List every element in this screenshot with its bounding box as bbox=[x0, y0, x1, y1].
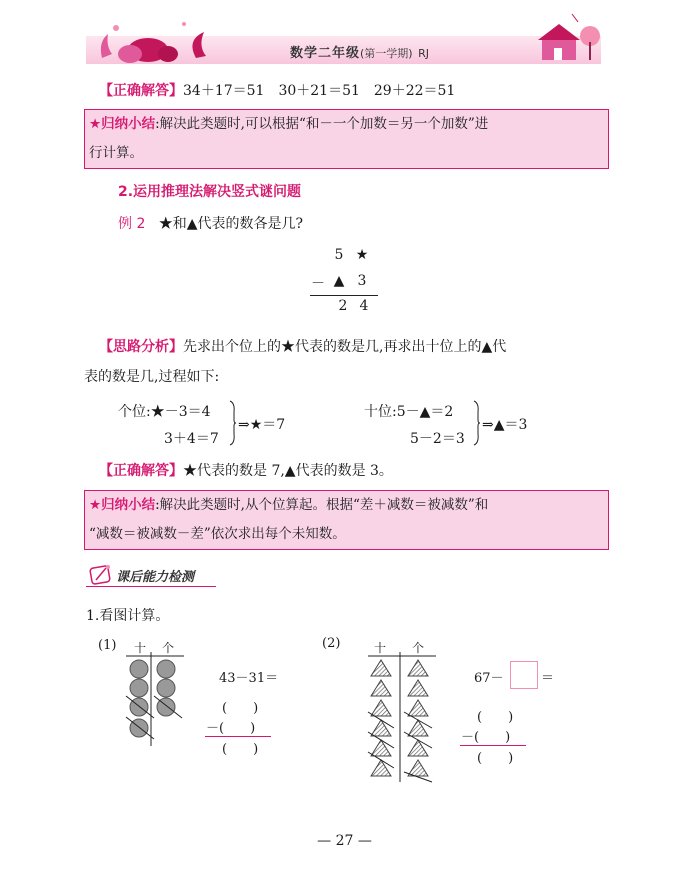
equation-2-left: 67－ bbox=[474, 671, 504, 686]
ones-result: ⇒★＝7 bbox=[238, 417, 286, 433]
abacus-diagram-1 bbox=[122, 652, 188, 748]
correct-answer-text: 34＋17＝51 30＋21＝51 29＋22＝51 bbox=[183, 83, 456, 99]
vertical-digit: 5 bbox=[334, 247, 344, 263]
example-label: 例 2 bbox=[118, 216, 146, 232]
correct-answer-label: 【正确解答】 bbox=[99, 83, 183, 99]
answer-box[interactable] bbox=[510, 661, 538, 689]
tens-result: ⇒▲＝3 bbox=[482, 417, 528, 433]
blank-2[interactable]: －( ) bbox=[206, 721, 256, 736]
blank-3[interactable]: ( ) bbox=[477, 751, 514, 766]
equation-2-right: ＝ bbox=[541, 671, 555, 686]
minus-sign: － bbox=[311, 276, 325, 292]
summary-label: ★归纳小结 bbox=[89, 116, 156, 132]
summary-box-1 bbox=[84, 109, 609, 169]
page-number: — 27 — bbox=[317, 833, 372, 849]
summary-line-2: “减数＝被减数－差”依次求出每个未知数。 bbox=[89, 526, 346, 542]
ones-column-label: 个 bbox=[412, 641, 425, 655]
ones-process: 个位:★－3＝4 bbox=[118, 404, 211, 420]
vertical-line bbox=[310, 295, 378, 296]
brace-icon bbox=[473, 400, 481, 446]
after-class-title: 课后能力检测 bbox=[116, 570, 195, 585]
header-decoration-left-icon bbox=[86, 14, 226, 66]
analysis-line-1: 【思路分析】先求出个位上的★代表的数是几,再求出十位上的▲代 bbox=[99, 339, 507, 355]
answer-line-1 bbox=[205, 736, 271, 737]
analysis-label: 【思路分析】 bbox=[99, 339, 183, 355]
correct-answer-2 bbox=[99, 460, 393, 480]
summary-box-2 bbox=[84, 490, 609, 550]
tens-column-label: 十 bbox=[134, 641, 147, 655]
blank-3[interactable]: ( ) bbox=[222, 742, 259, 757]
result-digit: 4 bbox=[359, 298, 369, 314]
tens-column-label: 十 bbox=[374, 641, 387, 655]
summary-line-1: :解决此类题时,从个位算起。根据“差＋减数＝被减数”和 bbox=[155, 497, 489, 513]
triangle-diagram-2 bbox=[364, 652, 440, 784]
question-1: 1.看图计算。 bbox=[86, 608, 170, 624]
header-house-icon bbox=[520, 8, 610, 66]
triangle-symbol: ▲ bbox=[333, 273, 345, 289]
star-symbol: ★ bbox=[355, 247, 369, 263]
section-heading: 2.运用推理法解决竖式谜问题 bbox=[118, 184, 302, 200]
result-digit: 2 bbox=[338, 298, 348, 314]
ones-column-label: 个 bbox=[162, 641, 175, 655]
part-1-label: (1) bbox=[98, 638, 117, 653]
summary-line-2: 行计算。 bbox=[89, 145, 143, 161]
analysis-line-2: 表的数是几,过程如下: bbox=[84, 369, 220, 385]
tens-process: 十位:5－▲＝2 bbox=[364, 404, 454, 420]
pencil-badge-icon bbox=[88, 562, 114, 588]
answer-line-2 bbox=[460, 745, 526, 746]
example-question: ★和▲代表的数各是几? bbox=[158, 216, 303, 232]
part-2-label: (2) bbox=[322, 636, 341, 651]
vertical-digit: 3 bbox=[357, 273, 367, 289]
after-class-underline bbox=[86, 586, 216, 587]
summary-line-1: :解决此类题时,可以根据“和－一个加数＝另一个加数”进 bbox=[155, 116, 489, 132]
tens-eq-2: 5－2＝3 bbox=[410, 431, 465, 447]
blank-1[interactable]: ( ) bbox=[477, 710, 514, 725]
summary-label: ★归纳小结 bbox=[89, 497, 156, 513]
ones-eq-2: 3＋4＝7 bbox=[164, 431, 219, 447]
correct-answer-text: ★代表的数是 7,▲代表的数是 3。 bbox=[183, 463, 393, 479]
example-2 bbox=[118, 213, 303, 233]
correct-answer-1 bbox=[99, 80, 455, 100]
blank-2[interactable]: －( ) bbox=[461, 730, 511, 745]
correct-answer-label: 【正确解答】 bbox=[99, 463, 183, 479]
blank-1[interactable]: ( ) bbox=[222, 701, 259, 716]
equation-1: 43－31＝ bbox=[219, 671, 279, 686]
page-header-title: 数学二年级(第一学期) RJ bbox=[290, 46, 430, 61]
brace-icon bbox=[229, 400, 237, 446]
